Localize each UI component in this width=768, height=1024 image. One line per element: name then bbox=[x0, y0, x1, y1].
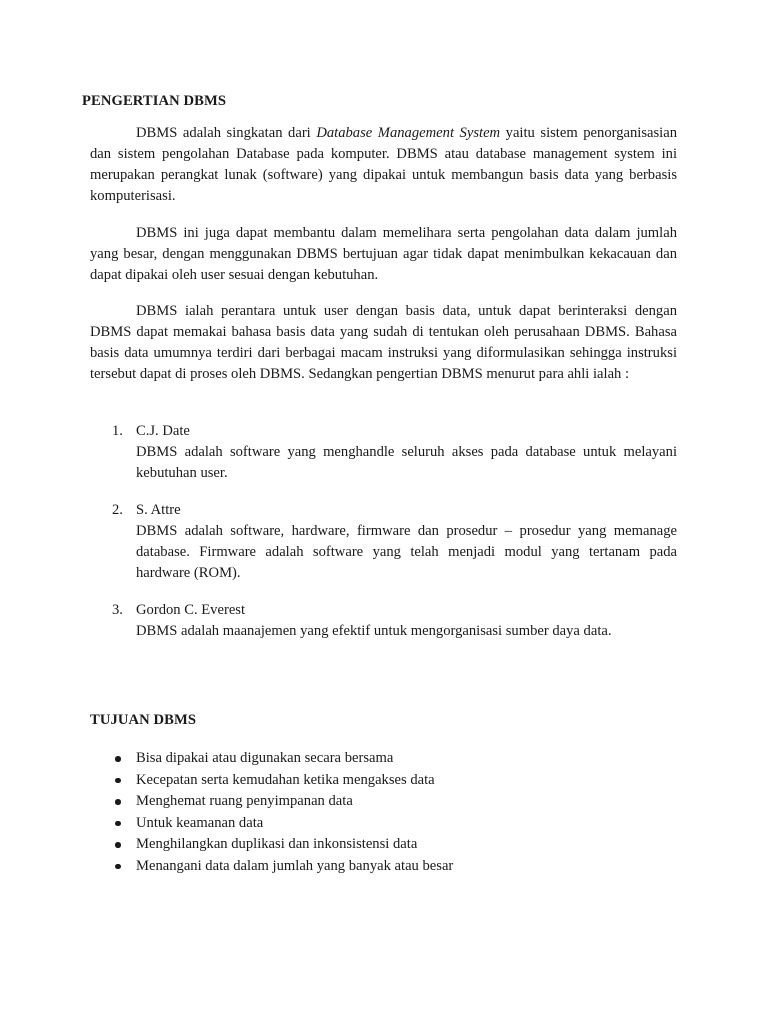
section-title-pengertian: PENGERTIAN DBMS bbox=[82, 93, 227, 109]
bullet-icon bbox=[115, 864, 121, 870]
goal-item bbox=[90, 834, 677, 856]
goal-text: Menghemat ruang penyimpanan data bbox=[136, 793, 353, 809]
paragraph-benefit: DBMS ini juga dapat membantu dalam memelihara serta pengolahan data dalam jumlah yang besar, dengan menggunakan DBMS bertujuan agar tidak dapat menimbulkan kekacauan dan dapat dipakai oleh user sesuai dengan kebutuhan. bbox=[90, 225, 677, 283]
goal-item bbox=[90, 748, 677, 770]
expert-name: S. Attre bbox=[136, 502, 181, 518]
goals-list bbox=[90, 748, 677, 877]
list-number: 3. bbox=[112, 602, 123, 618]
paragraph-intermediary: DBMS ialah perantara untuk user dengan basis data, untuk dapat berinteraksi dengan DBMS dapat memakai bahasa basis data yang sudah di tentukan oleh perusahaan DBMS. Bahasa basis data umumnya terdiri dari berbagai macam instruksi yang diformulasikan sehingga instruksi tersebut dapat di proses oleh DBMS. Sedangkan pengertian DBMS menurut para ahli ialah : bbox=[90, 303, 677, 382]
bullet-icon bbox=[115, 756, 121, 762]
expert-name: C.J. Date bbox=[136, 423, 190, 439]
goal-item bbox=[90, 791, 677, 813]
paragraph-definition-italic: Database Management System bbox=[316, 125, 501, 141]
bullet-icon bbox=[115, 821, 121, 827]
paragraph-definition-start: DBMS adalah singkatan dari bbox=[136, 125, 317, 141]
goal-text: Kecepatan serta kemudahan ketika mengakses data bbox=[136, 771, 435, 788]
list-number: 2. bbox=[112, 502, 123, 518]
goal-item bbox=[90, 856, 677, 878]
goal-text: Menangani data dalam jumlah yang banyak atau besar bbox=[136, 857, 454, 874]
bullet-icon bbox=[115, 778, 121, 784]
expert-definition: DBMS adalah software, hardware, firmware dan prosedur – prosedur yang memanage database. Firmware adalah software yang telah menjadi modul yang tertanam pada hardware (ROM). bbox=[136, 523, 677, 581]
list-number: 1. bbox=[112, 423, 123, 439]
goal-item bbox=[90, 813, 677, 835]
paragraph-definition bbox=[90, 123, 677, 207]
section-title-tujuan: TUJUAN DBMS bbox=[90, 712, 197, 728]
bullet-icon bbox=[115, 799, 121, 805]
goal-text: Untuk keamanan data bbox=[136, 814, 264, 831]
bullet-icon bbox=[115, 842, 121, 848]
goal-item bbox=[90, 770, 677, 792]
goal-text: Bisa dipakai atau digunakan secara bersama bbox=[136, 750, 394, 766]
goal-text: Menghilangkan duplikasi dan inkonsistensi data bbox=[136, 836, 418, 852]
expert-name: Gordon C. Everest bbox=[136, 602, 246, 618]
expert-definition: DBMS adalah software yang menghandle seluruh akses pada database untuk melayani kebutuhan user. bbox=[136, 444, 677, 481]
paragraph-definition-end: yaitu sistem penorganisasian dan sistem pengolahan Database pada komputer. DBMS atau database management system ini merupakan perangkat lunak (software) yang dipakai untuk membangun basis data yang berbasis komputerisasi. bbox=[90, 125, 678, 204]
expert-definition: DBMS adalah maanajemen yang efektif untuk mengorganisasi sumber daya data. bbox=[136, 623, 612, 639]
